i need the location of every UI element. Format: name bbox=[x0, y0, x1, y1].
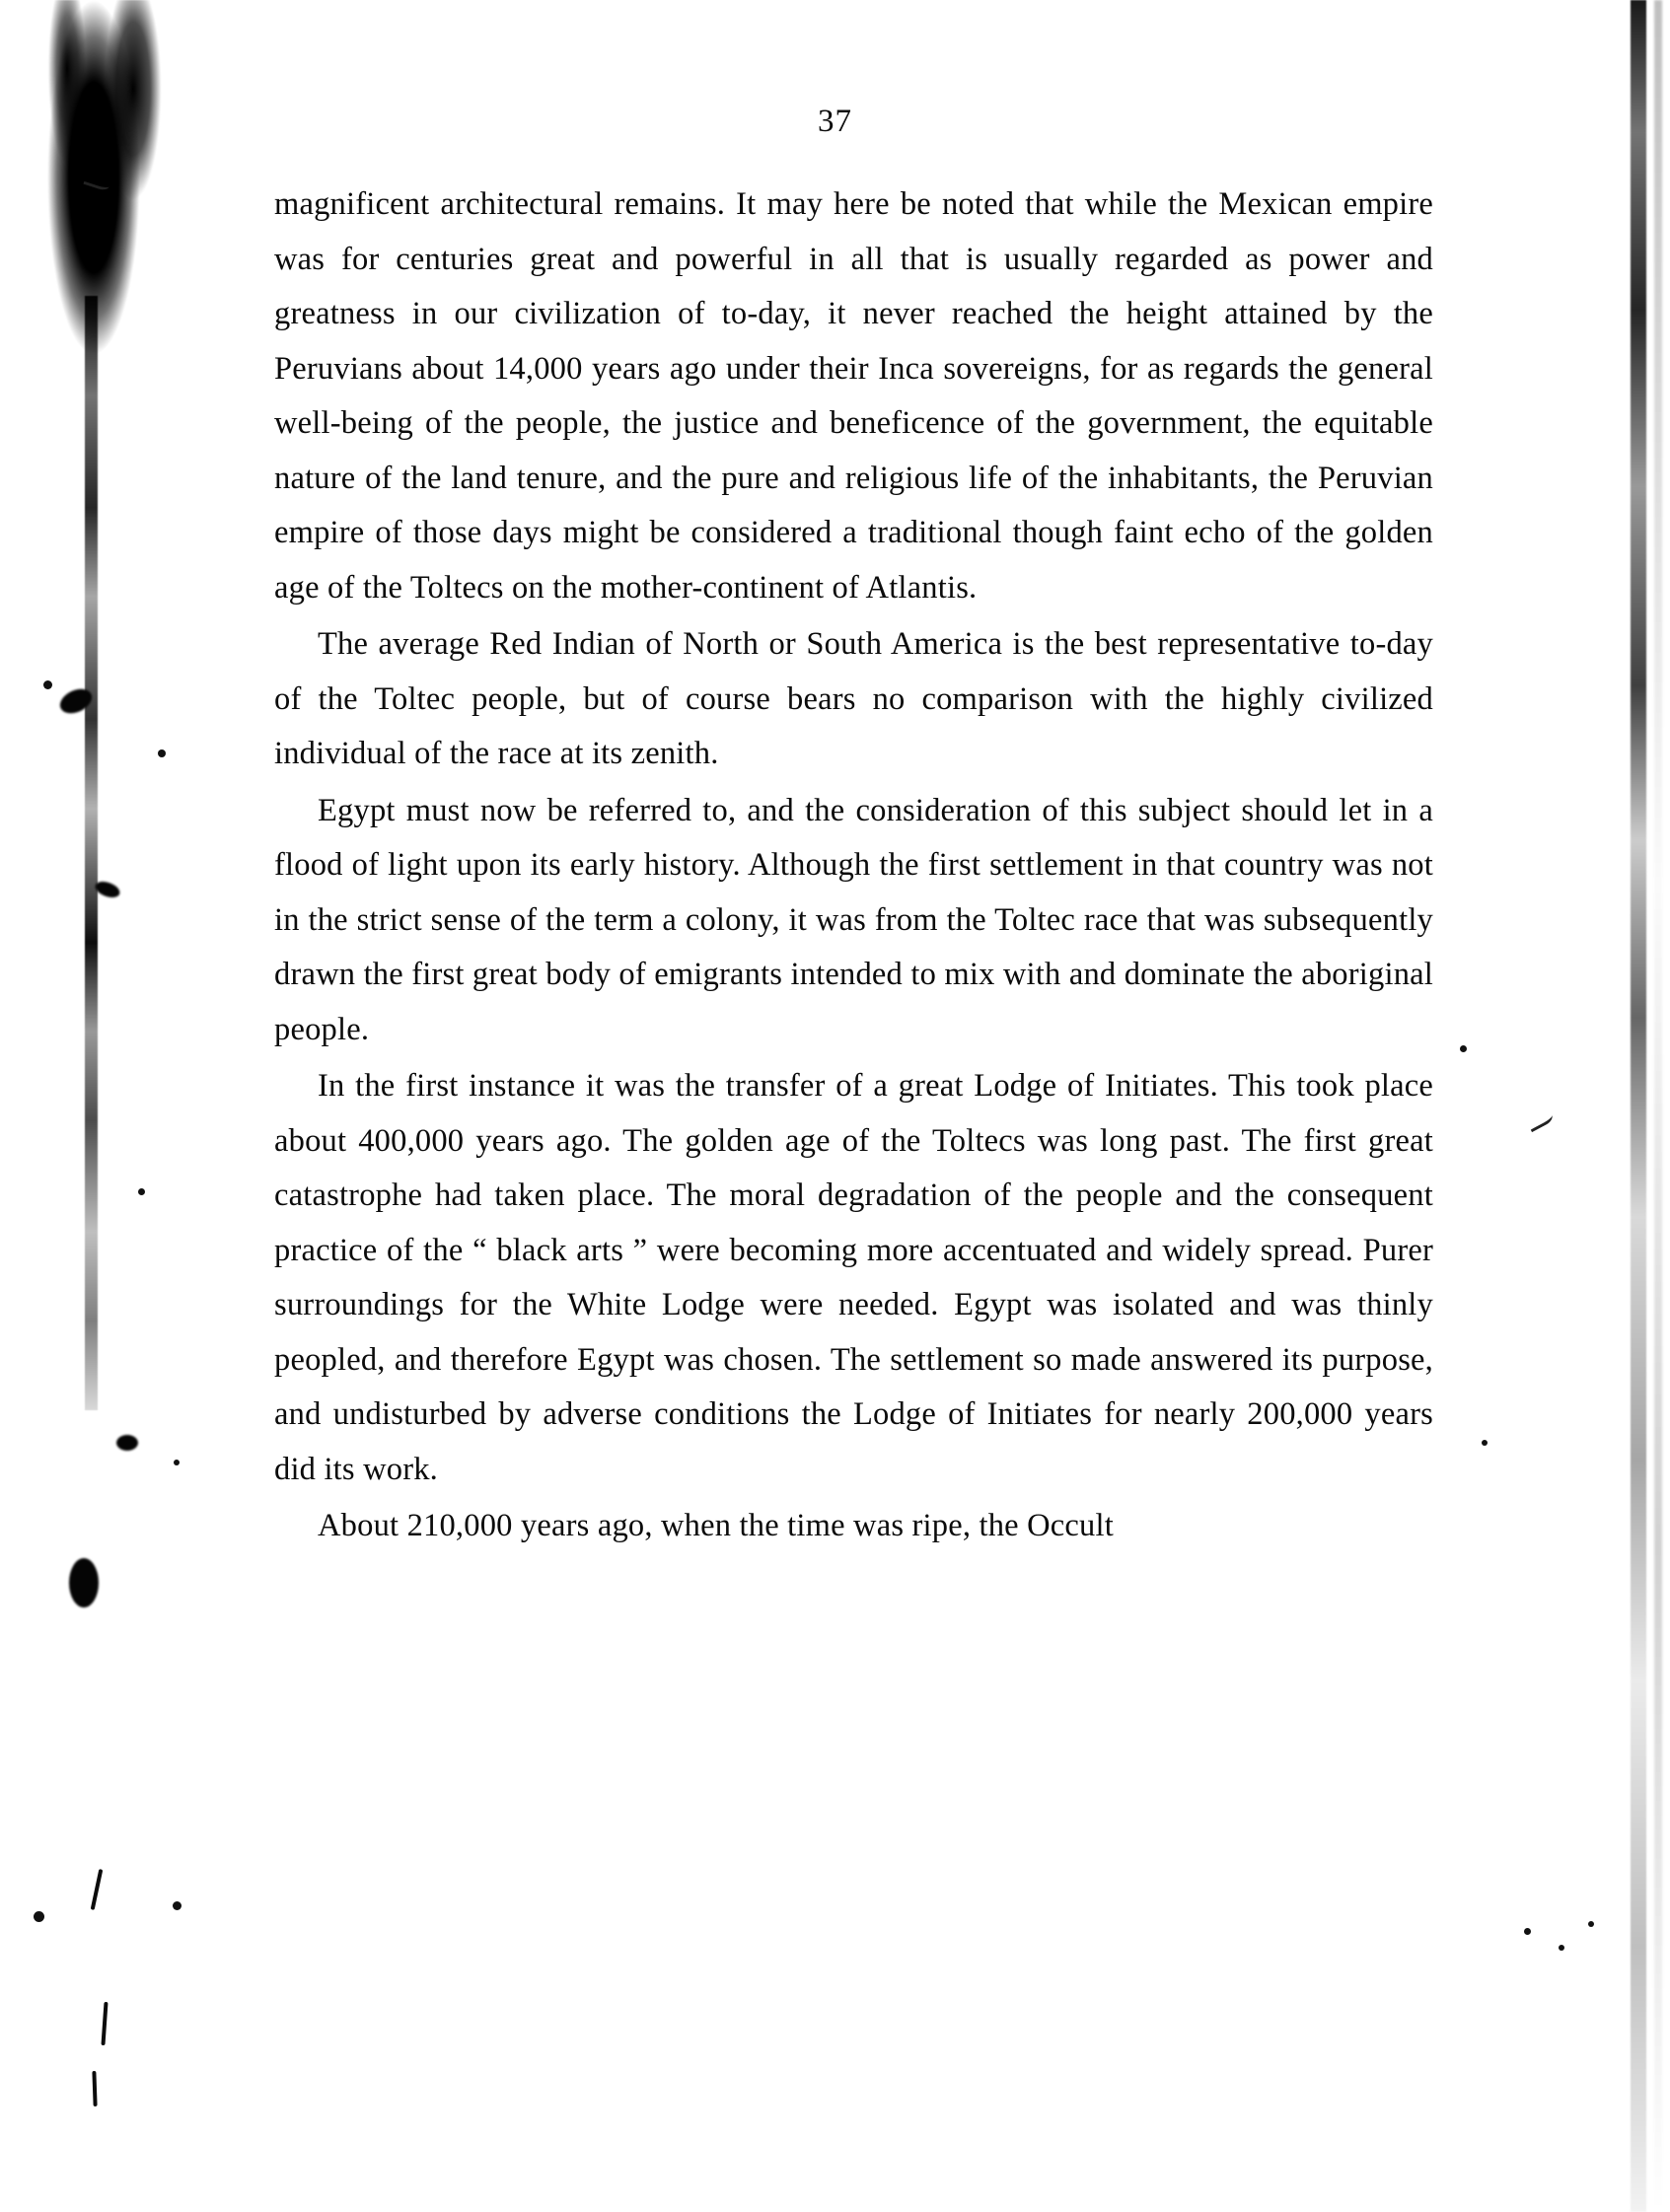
dust-speck bbox=[138, 1188, 145, 1195]
pen-mark-hook bbox=[1525, 1107, 1555, 1132]
ink-blotch bbox=[69, 1558, 99, 1607]
ink-streak-left-margin bbox=[85, 296, 98, 1410]
dust-speck bbox=[173, 1901, 182, 1910]
dust-speck bbox=[43, 680, 52, 689]
dust-speck bbox=[174, 1460, 180, 1465]
dust-speck bbox=[1460, 1045, 1467, 1052]
dust-speck bbox=[1482, 1440, 1488, 1446]
ink-smear-top-left bbox=[39, 0, 178, 513]
dust-speck bbox=[1524, 1928, 1531, 1935]
ink-blotch bbox=[93, 879, 121, 900]
paragraph-5: About 210,000 years ago, when the time was ripe, the Occult bbox=[318, 1508, 1114, 1543]
pen-mark bbox=[91, 1869, 104, 1910]
page-number: 37 bbox=[818, 104, 852, 139]
dust-speck bbox=[1559, 1945, 1564, 1951]
paragraph-1: magnificent architectural remains. It may here be noted that while the Mexican empire was for centuries great and powerful in all that is usually regarded as power and greatness in our civilization of to-day, it never reached the height attained by the Peruvians about 14,000 years ago under their Inca sovereigns, for as regards the general well-being of the people, the justice and beneficence of the government, the equitable nature of the land tenure, and the pure and religious life of the inhabitants, the Peruvian empire of those days might be considered a traditional though faint echo of the golden age of the Toltecs on the mother-continent of Atlantis. bbox=[274, 186, 1433, 606]
page-body-text bbox=[274, 178, 1433, 1554]
dust-speck bbox=[34, 1911, 44, 1922]
paragraph-3: Egypt must now be referred to, and the consideration of this subject should let in a flood of light upon its early history. Although the first settlement in that country was not in the strict sense of the term a colony, it was from the Toltec race that was subsequently drawn the first great body of emigrants intended to mix with and dominate the aboriginal people. bbox=[274, 792, 1433, 1047]
paragraph-4: In the first instance it was the transfer of a great Lodge of Initiates. This took place about 400,000 years ago. The golden age of the Toltecs was long past. The first great catastrophe had taken place. The moral degradation of the people and the consequent practice of the “ black arts ” were becoming more accentuated and widely spread. Purer surroundings for the White Lodge were needed. Egypt was isolated and was thinly peopled, and therefore Egypt was chosen. The settlement so made answered its purpose, and undisturbed by adverse conditions the Lodge of Initiates for nearly 200,000 years did its work. bbox=[274, 1068, 1433, 1487]
page-edge-shadow-right-outer bbox=[1654, 0, 1662, 2212]
ink-blotch bbox=[56, 684, 96, 718]
page-edge-shadow-right bbox=[1631, 0, 1646, 2212]
dust-speck bbox=[1588, 1921, 1594, 1927]
pen-mark bbox=[92, 2071, 97, 2106]
pen-mark-hook bbox=[83, 170, 111, 191]
paragraph-2: The average Red Indian of North or South America is the best representative to-day of the Toltec people, but of course bears no comparison with the highly civilized individual of the race at its zenith. bbox=[274, 626, 1433, 771]
ink-blotch bbox=[116, 1435, 138, 1451]
pen-mark bbox=[101, 2002, 108, 2045]
dust-speck bbox=[158, 749, 166, 757]
